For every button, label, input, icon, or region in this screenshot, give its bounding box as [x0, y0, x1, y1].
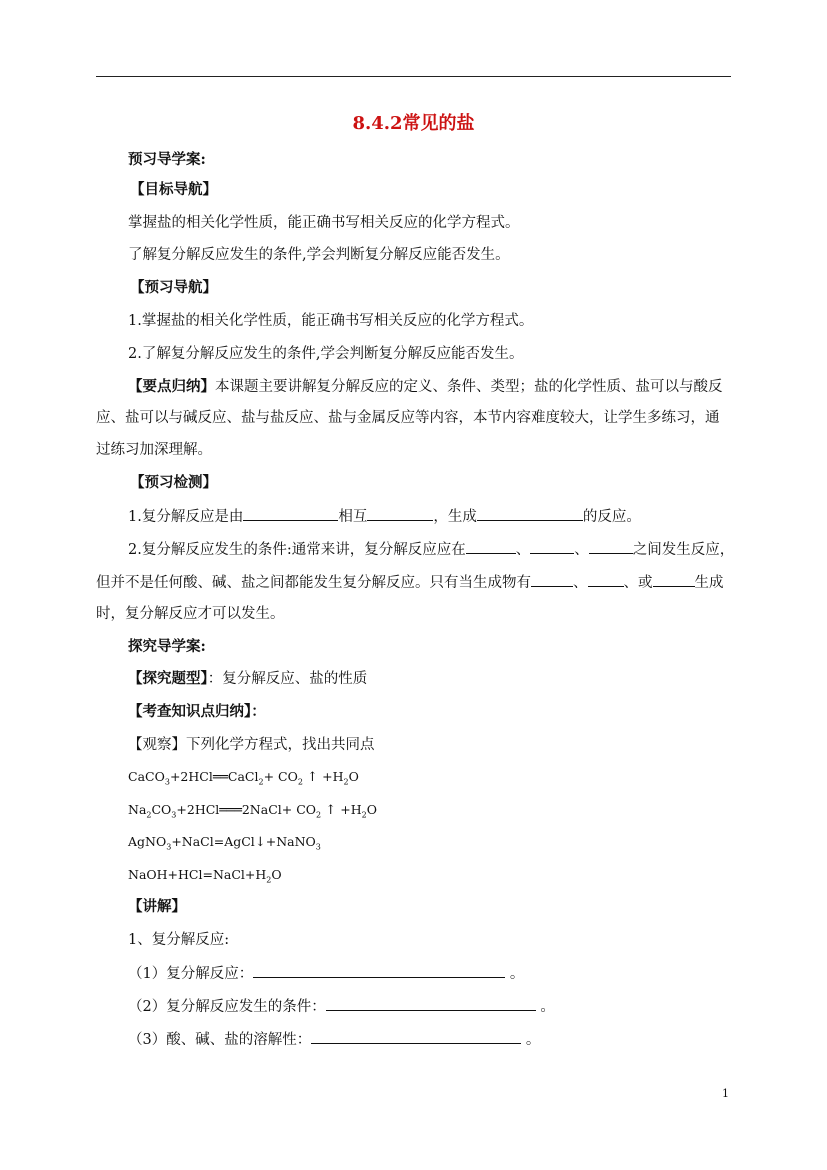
- text: +H: [340, 802, 362, 817]
- goal-header: 【目标导航】: [130, 181, 217, 198]
- text: AgNO: [128, 834, 167, 849]
- text: 。: [505, 966, 525, 982]
- check-header: 【预习检测】: [130, 474, 217, 491]
- answer-blank[interactable]: [530, 539, 574, 554]
- text: 。: [521, 1032, 541, 1048]
- text: + CO: [263, 769, 298, 784]
- text: （3）酸、碱、盐的溶解性：: [128, 1032, 312, 1048]
- subscript: 2: [258, 777, 264, 787]
- question-3: [128, 1029, 540, 1050]
- text: 。: [535, 999, 555, 1015]
- answer-blank[interactable]: [653, 572, 695, 587]
- check-question-1: [128, 506, 641, 527]
- check-question-2: [128, 539, 734, 560]
- key-points-line-3: 过练习加深理解。: [96, 442, 212, 458]
- text: +NaNO: [265, 834, 316, 849]
- text: +H: [322, 769, 344, 784]
- observe-line: 【观察】下列化学方程式，找出共同点: [128, 737, 375, 753]
- answer-blank[interactable]: [326, 996, 536, 1011]
- subscript: 3: [171, 810, 177, 820]
- text: （1）复分解反应：: [128, 966, 254, 982]
- text: 之间发生反应，: [632, 542, 735, 558]
- goal-line-2: 了解复分解反应发生的条件,学会判断复分解反应能否发生。: [128, 247, 510, 263]
- text: 、: [573, 575, 588, 591]
- subscript: 2: [266, 875, 272, 885]
- text: ：: [251, 703, 266, 720]
- nav-line-1: 1.掌握盐的相关化学性质，能正确书写相关反应的化学方程式。: [128, 313, 534, 329]
- text: 但并不是任何酸、碱、盐之间都能发生复分解反应。只有当生成物有: [96, 575, 531, 591]
- up-arrow-icon: ↑: [302, 770, 323, 785]
- answer-blank[interactable]: [531, 572, 573, 587]
- answer-blank[interactable]: [588, 572, 624, 587]
- key-points-line-1: [128, 377, 723, 397]
- text: CO: [151, 802, 172, 817]
- question-2: [128, 996, 555, 1017]
- type-text: ：复分解反应、盐的性质: [207, 671, 368, 687]
- text: （2）复分解反应发生的条件：: [128, 999, 326, 1015]
- text: +2HCl═══2NaCl+ CO: [176, 802, 317, 817]
- text: 、: [515, 542, 531, 558]
- text: O: [348, 769, 359, 784]
- text: 的反应。: [582, 509, 641, 525]
- equation-1: [128, 767, 359, 793]
- nav-line-2: 2.了解复分解反应发生的条件,学会判断复分解反应能否发生。: [128, 346, 524, 362]
- subscript: 3: [164, 777, 170, 787]
- text: 、或: [623, 575, 653, 591]
- answer-blank[interactable]: [466, 539, 516, 554]
- subscript: 3: [315, 842, 321, 852]
- subscript: 2: [343, 777, 349, 787]
- text: ，生成: [433, 509, 477, 525]
- text: 2.复分解反应发生的条件:通常来讲，复分解反应应在: [128, 542, 466, 558]
- up-arrow-icon: ↑: [321, 803, 341, 818]
- explore-header: 探究导学案:: [128, 638, 206, 655]
- answer-blank[interactable]: [311, 1029, 521, 1044]
- nav-header: 【预习导航】: [130, 279, 217, 296]
- points-label: 【考查知识点归纳】: [128, 703, 252, 720]
- type-line: [128, 669, 367, 689]
- text: +NaCl=AgCl: [171, 834, 255, 849]
- answer-blank[interactable]: [477, 506, 583, 521]
- question-1: [128, 963, 524, 984]
- check-question-2-line-2: [96, 572, 724, 593]
- section-1: 1、复分解反应:: [128, 932, 230, 948]
- page-title: 8.4.2常见的盐: [352, 113, 475, 134]
- text: CaCO: [128, 769, 165, 784]
- answer-blank[interactable]: [243, 506, 338, 521]
- text: 1.复分解反应是由: [128, 509, 244, 525]
- answer-blank[interactable]: [589, 539, 633, 554]
- down-arrow-icon: ↓: [254, 835, 266, 850]
- answer-blank[interactable]: [253, 963, 505, 978]
- key-points-line-2: 应、盐可以与碱反应、盐与盐反应、盐与金属反应等内容，本节内容难度较大，让学生多练习，通: [96, 410, 720, 426]
- subscript: 2: [297, 777, 303, 787]
- points-line: [128, 702, 266, 722]
- key-points-text: 本课题主要讲解复分解反应的定义、条件、类型；盐的化学性质、盐可以与酸反: [215, 379, 723, 395]
- type-label: 【探究题型】: [128, 670, 208, 687]
- check-question-2-line-3: 时，复分解反应才可以发生。: [96, 606, 285, 622]
- answer-blank[interactable]: [367, 506, 433, 521]
- text: 生成: [694, 575, 724, 591]
- text: 相互: [338, 509, 368, 525]
- text: O: [366, 802, 378, 817]
- text: +2HCl══CaCl: [169, 769, 259, 784]
- text: O: [271, 867, 282, 882]
- subscript: 2: [146, 810, 152, 820]
- preview-header: 预习导学案:: [128, 151, 206, 168]
- text: NaOH+HCl=NaCl+H: [128, 867, 267, 882]
- equation-2: [128, 800, 377, 826]
- subscript: 2: [316, 810, 322, 820]
- equation-3: [128, 832, 321, 858]
- text: 、: [574, 542, 589, 558]
- page-number: 1: [722, 1087, 729, 1100]
- header-rule: [96, 76, 731, 77]
- subscript: 3: [166, 842, 172, 852]
- key-points-label: 【要点归纳】: [128, 378, 215, 395]
- explain-header: 【讲解】: [128, 898, 186, 915]
- subscript: 2: [361, 810, 367, 820]
- goal-line-1: 掌握盐的相关化学性质，能正确书写相关反应的化学方程式。: [128, 215, 520, 231]
- text: Na: [128, 802, 147, 817]
- equation-4: [128, 865, 282, 891]
